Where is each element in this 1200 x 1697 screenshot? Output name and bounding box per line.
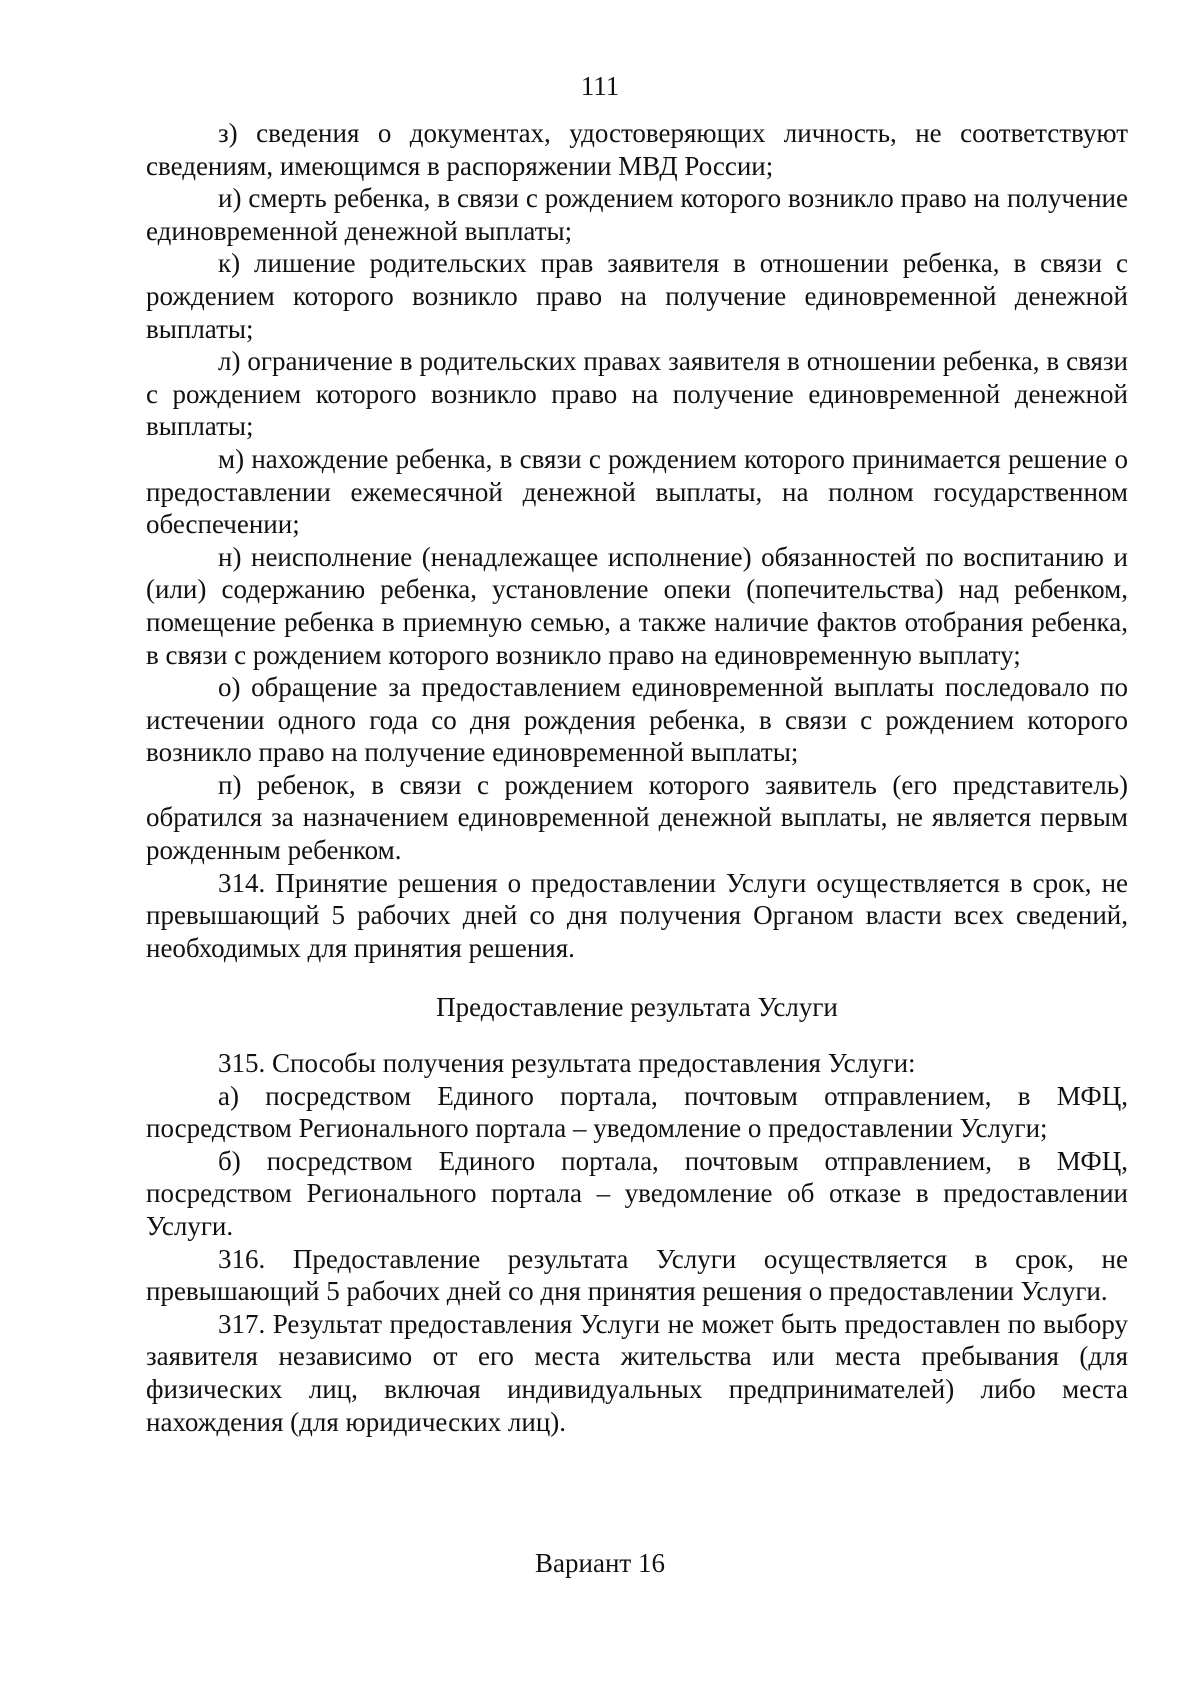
paragraph-k: к) лишение родительских прав заявителя в отношении ребенка, в связи с рождением которого возникло право на получение единовременной денежной выплаты; [146,248,1128,344]
paragraph-317: 317. Результат предоставления Услуги не может быть предоставлен по выбору заявителя независимо от его места жительства или места пребывания (для физических лиц, включая индивидуальных предпринимателей) либо места нахождения (для юридических лиц). [146,1308,1128,1437]
document-body [146,117,1128,1438]
paragraph-315-a: а) посредством Единого портала, почтовым отправлением, в МФЦ, посредством Регионального портала – уведомление о предоставлении Услуги; [146,1080,1128,1144]
paragraph-p: п) ребенок, в связи с рождением которого заявитель (его представитель) обратился за назначением единовременной денежной выплаты, не является первым рожденным ребенком. [146,769,1128,866]
section-heading: Предоставление результата Услуги [436,992,838,1023]
paragraph-315-b: б) посредством Единого портала, почтовым отправлением, в МФЦ, посредством Регионального портала – уведомление об отказе в предоставлении Услуги. [146,1145,1128,1241]
paragraph-316: 316. Предоставление результата Услуги осуществляется в срок, не превышающий 5 рабочих дней со дня принятия решения о предоставлении Услуги. [146,1243,1128,1307]
paragraph-315: 315. Способы получения результата предоставления Услуги: [218,1048,916,1079]
paragraph-n: н) неисполнение (ненадлежащее исполнение) обязанностей по воспитанию и (или) содержанию ребенка, установление опеки (попечительства) над ребенком, помещение ребенка в приемную семью, а также наличие фактов отобрания ребенка, в связи с рождением которого возникло право на единовременную выплату; [146,541,1128,670]
paragraph-l: л) ограничение в родительских правах заявителя в отношении ребенка, в связи с рождением которого возникло право на получение единовременной денежной выплаты; [146,346,1128,442]
paragraph-314: 314. Принятие решения о предоставлении Услуги осуществляется в срок, не превышающий 5 рабочих дней со дня получения Органом власти всех сведений, необходимых для принятия решения. [146,867,1128,963]
page-number: 111 [580,71,620,101]
paragraph-m: м) нахождение ребенка, в связи с рождением которого принимается решение о предоставлении ежемесячной денежной выплаты, на полном государственном обеспечении; [146,443,1128,540]
paragraph-i: и) смерть ребенка, в связи с рождением которого возникло право на получение единовременной денежной выплаты; [146,183,1128,246]
variant-heading: Вариант 16 [535,1548,665,1578]
paragraph-o: о) обращение за предоставлением единовременной выплаты последовало по истечении одного года со дня рождения ребенка, в связи с рождением которого возникло право на получение единовременной выплаты; [146,672,1128,768]
paragraph-z: з) сведения о документах, удостоверяющих личность, не соответствуют сведениям, имеющимся в распоряжении МВД России; [146,118,1128,181]
